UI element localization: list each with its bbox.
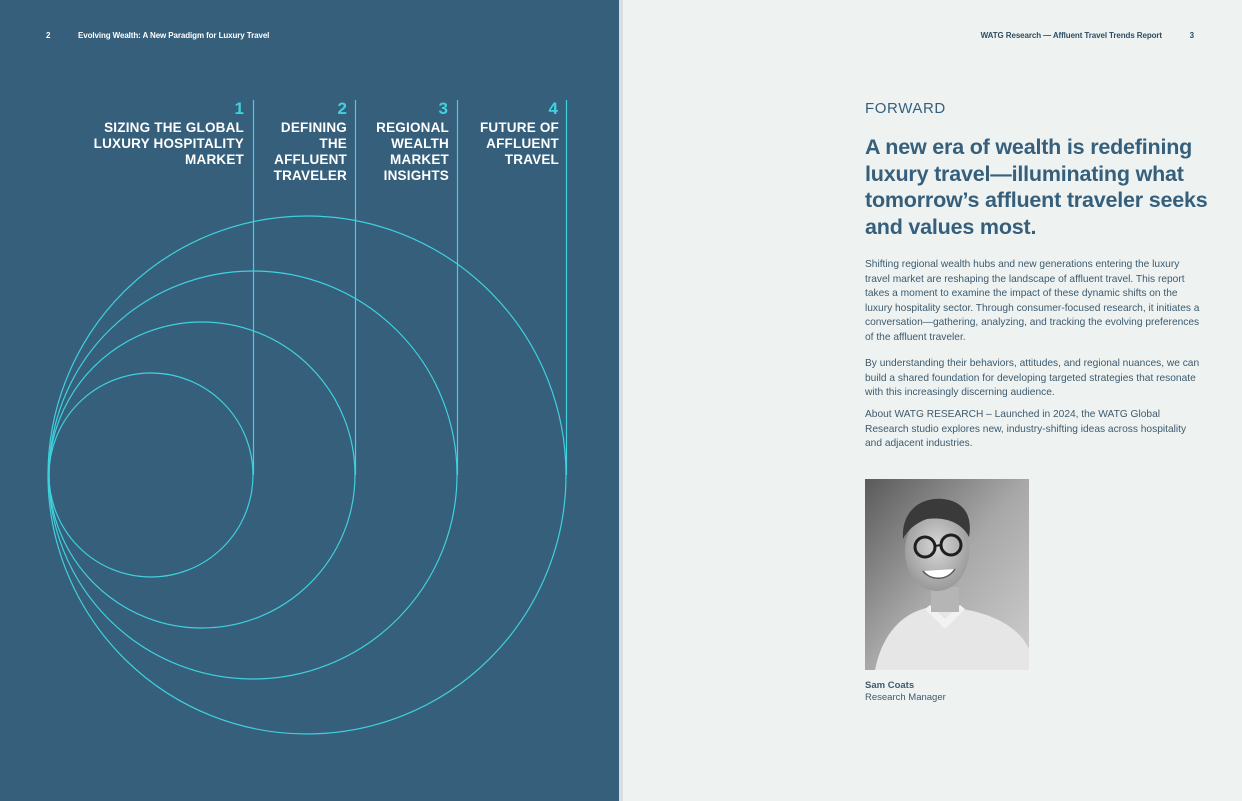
- ring-1: [49, 373, 253, 577]
- page-number-left: 2: [46, 31, 51, 40]
- page-number-right: 3: [1189, 31, 1194, 40]
- section-label-3: REGIONAL WEALTH MARKET INSIGHTS: [376, 120, 449, 183]
- running-header-left: Evolving Wealth: A New Paradigm for Luxury Travel: [78, 31, 270, 40]
- portrait-photo: [865, 479, 1029, 670]
- ring-2: [49, 322, 355, 628]
- headline: A new era of wealth is redefining luxury travel—illuminating what tomorrow’s affluent traveler seeks and values most.: [865, 135, 1208, 239]
- left-page: [0, 0, 619, 801]
- about-paragraph: About WATG RESEARCH – Launched in 2024, the WATG Global Research studio explores new, industry-shifting ideas across hospitality and adjacent industries.: [865, 409, 1187, 449]
- section-number-2: 2: [337, 99, 347, 118]
- right-page: [623, 0, 1242, 801]
- portrait-caption-role: Research Manager: [865, 692, 946, 703]
- intro-paragraph: Shifting regional wealth hubs and new generations entering the luxury travel market are reshaping the landscape of affluent travel. This report takes a moment to examine the impact of these dynamic shifts on the luxury hospitality sector. Through consumer-focused research, it initiates a conversation—gathering, analyzing, and tracking the evolving preferences of the affluent traveler.: [865, 259, 1200, 343]
- section-number-1: 1: [234, 99, 244, 118]
- portrait-caption-name: Sam Coats: [865, 680, 915, 691]
- understanding-paragraph: By understanding their behaviors, attitudes, and regional nuances, we can build a shared foundation for developing targeted strategies that resonate with this increasingly discerning audience.: [865, 358, 1200, 398]
- section-label-2: DEFINING THE AFFLUENT TRAVELER: [273, 120, 347, 183]
- forward-label: FORWARD: [865, 100, 946, 117]
- section-number-3: 3: [438, 99, 448, 118]
- section-number-4: 4: [548, 99, 558, 118]
- section-label-4: FUTURE OF AFFLUENT TRAVEL: [479, 120, 559, 167]
- ring-4: [48, 216, 566, 734]
- running-header-right: WATG Research — Affluent Travel Trends Report: [980, 31, 1162, 40]
- section-label-1: SIZING THE GLOBAL LUXURY HOSPITALITY MARKET: [93, 120, 244, 167]
